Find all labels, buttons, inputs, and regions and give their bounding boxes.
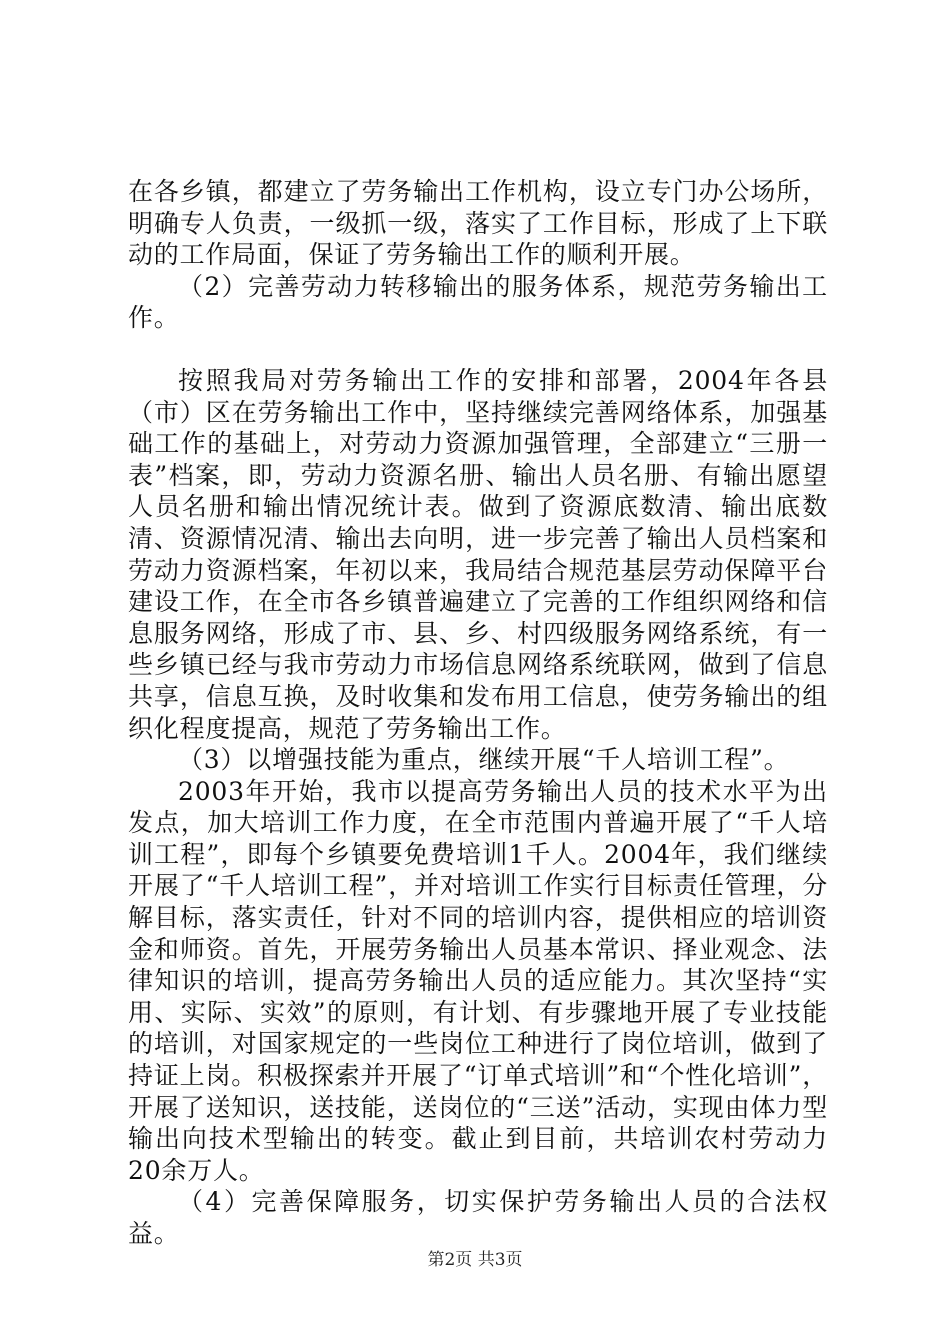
section-heading-3: （3）以增强技能为重点，继续开展“千人培训工程”。 — [178, 745, 790, 775]
body-text — [128, 176, 828, 1250]
paragraph-section-2: 按照我局对劳务输出工作的安排和部署，2004年各县（市）区在劳务输出工作中，坚持继续完善网络体系，加强基础工作的基础上，对劳动力资源加强管理，全部建立“三册一表”档案，即，劳动力资源名册、输出人员名册、有输出愿望人员名册和输出情况统计表。做到了资源底数清、输出底数清、资源情况清、输出去向明，进一步完善了输出人员档案和劳动力资源档案，年初以来，我局结合规范基层劳动保障平台建设工作，在全市各乡镇普遍建立了完善的工作组织网络和信息服务网络，形成了市、县、乡、村四级服务网络系统，有一些乡镇已经与我市劳动力市场信息网络系统联网，做到了信息共享，信息互换，及时收集和发布用工信息，使劳务输出的组织化程度提高，规范了劳务输出工作。 — [128, 365, 828, 743]
paragraph-section-3: 2003年开始，我市以提高劳务输出人员的技术水平为出发点，加大培训工作力度，在全市范围内普遍开展了“千人培训工程”，即每个乡镇要免费培训1千人。2004年，我们继续开展了“千人培训工程”，并对培训工作实行目标责任管理，分解目标，落实责任，针对不同的培训内容，提供相应的培训资金和师资。首先，开展劳务输出人员基本常识、择业观念、法律知识的培训，提高劳务输出人员的适应能力。其次坚持“实用、实际、实效”的原则，有计划、有步骤地开展了专业技能的培训，对国家规定的一些岗位工种进行了岗位培训，做到了持证上岗。积极探索并开展了“订单式培训”和“个性化培训”，开展了送知识，送技能，送岗位的“三送”活动，实现由体力型输出向技术型输出的转变。截止到目前，共培训农村劳动力20余万人。 — [128, 776, 828, 1185]
section-heading-2: （2）完善劳动力转移输出的服务体系，规范劳务输出工作。 — [128, 271, 828, 333]
page-footer: 第2页 共3页 — [427, 1250, 523, 1270]
section-heading-4: （4）完善保障服务，切实保护劳务输出人员的合法权益。 — [128, 1187, 828, 1248]
paragraph-intro: 在各乡镇，都建立了劳务输出工作机构，设立专门办公场所，明确专人负责，一级抓一级，落实了工作目标，形成了上下联动的工作局面，保证了劳务输出工作的顺利开展。 — [128, 177, 828, 270]
